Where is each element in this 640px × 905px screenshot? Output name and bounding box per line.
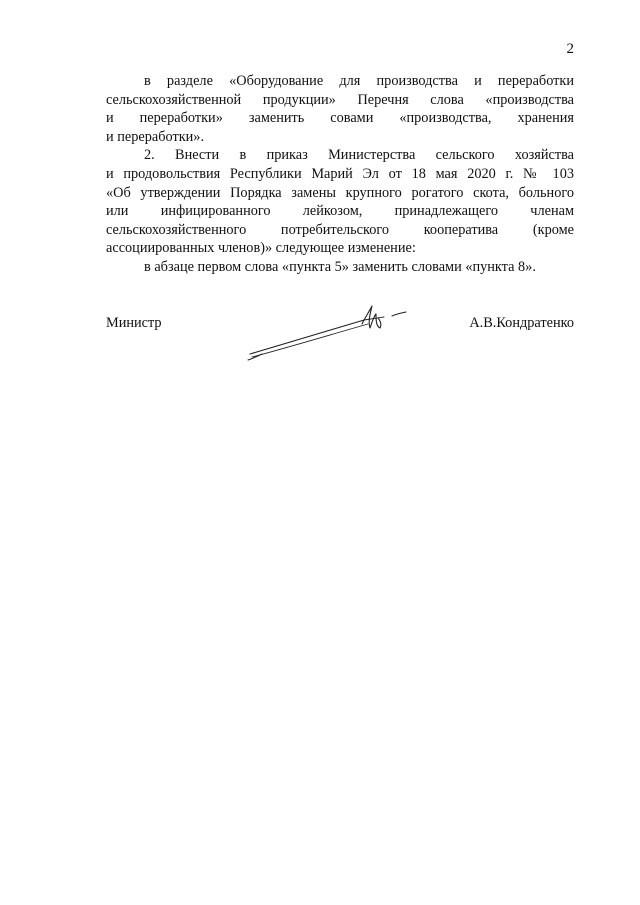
document-body [106, 72, 574, 277]
text-line: и продовольствия Республики Марий Эл от 18 мая 2020 г. № 103 [106, 165, 574, 182]
paragraph-1 [106, 72, 574, 146]
text-line: 2. Внести в приказ Министерства сельского хозяйства [144, 147, 574, 164]
signer-position: Министр [106, 315, 162, 331]
signer-name: А.В.Кондратенко [469, 315, 574, 331]
handwritten-signature [246, 304, 416, 366]
text-line: «Об утверждении Порядка замены крупного рогатого скота, больного [106, 184, 574, 201]
text-line: в разделе «Оборудование для производства и переработки [144, 73, 574, 89]
paragraph-2 [106, 146, 574, 258]
text-line: ассоциированных членов)» следующее изменение: [106, 240, 416, 257]
text-line: и переработки» заменить совами «производства, хранения [106, 110, 574, 127]
paragraph-3 [106, 258, 574, 277]
text-line: в абзаце первом слова «пункта 5» заменить словами «пункта 8». [144, 258, 536, 275]
text-line: сельскохозяйственного потребительского кооператива (кроме [106, 221, 574, 238]
text-line: и переработки». [106, 128, 205, 145]
page-number: 2 [566, 41, 574, 57]
text-line: сельскохозяйственной продукции» Перечня слова «производства [106, 91, 574, 108]
text-line: или инфицированного лейкозом, принадлежащего членам [106, 203, 574, 220]
signature-block [106, 314, 574, 374]
